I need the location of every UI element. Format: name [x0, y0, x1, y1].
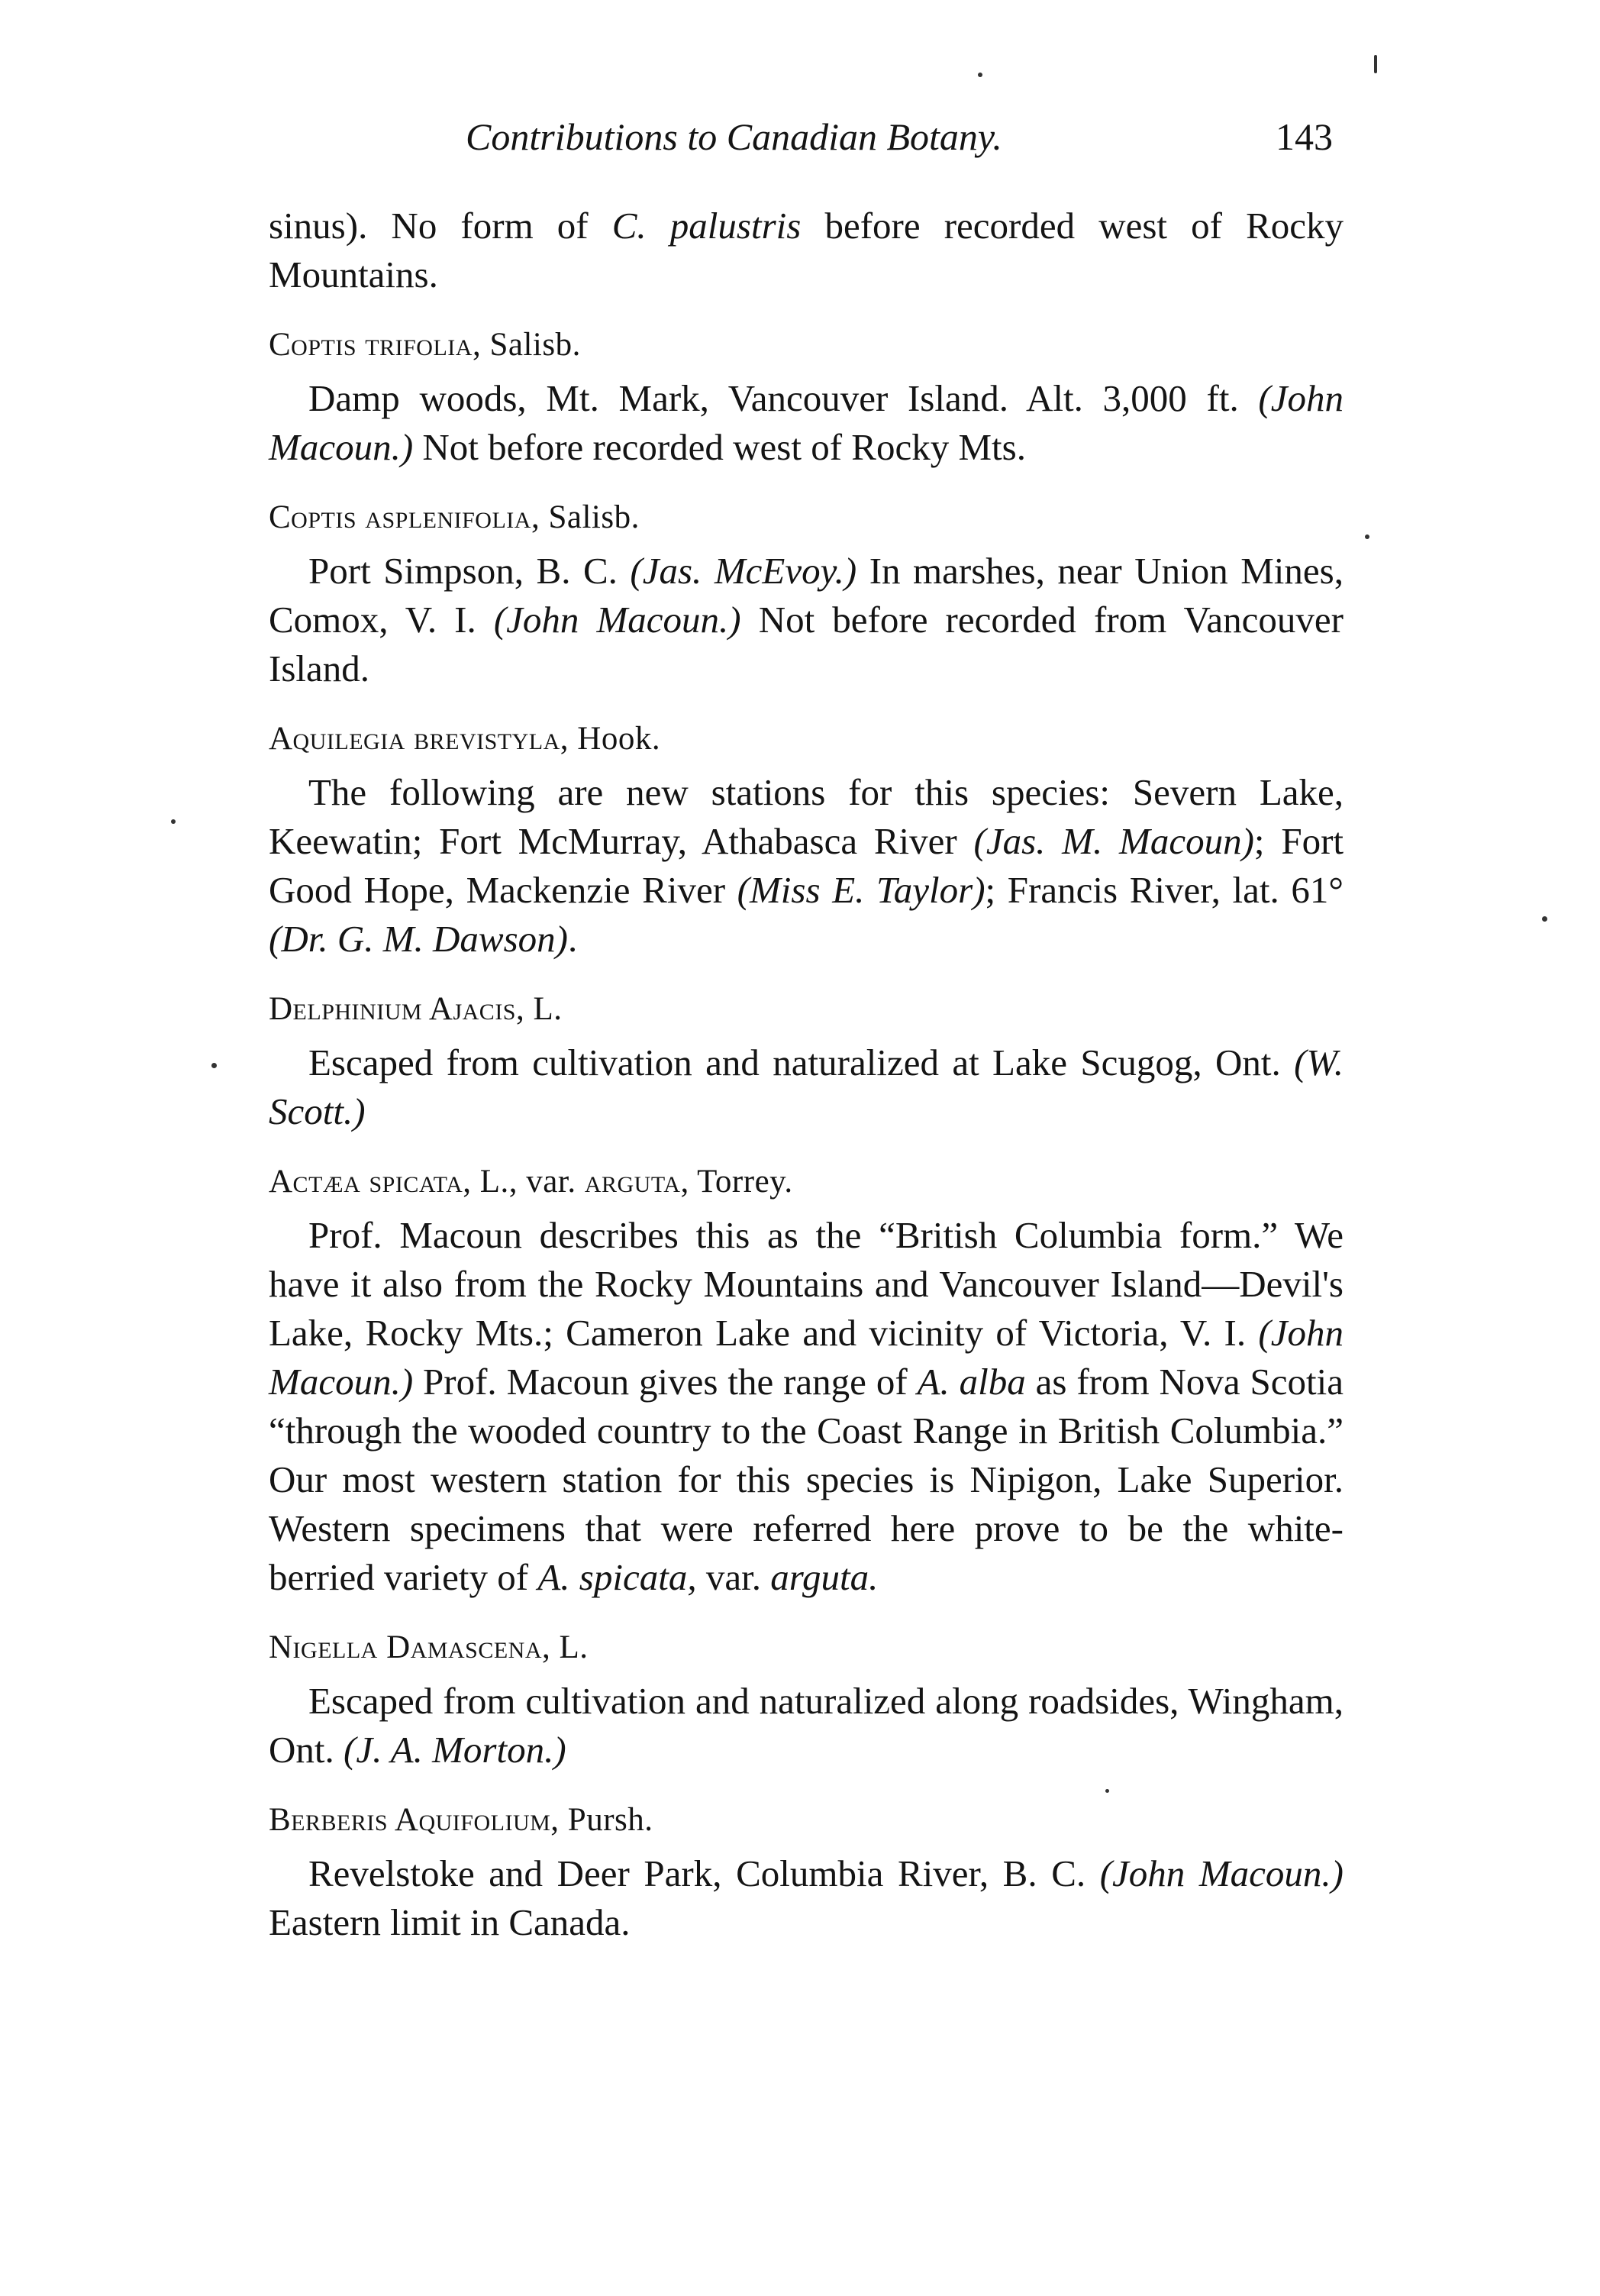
species-paragraph: Port Simpson, B. C. (Jas. McEvoy.) In marshes, near Union Mines, Comox, V. I. (John Macoun.) Not before recorded from Vancouver Island.	[269, 550, 1344, 689]
running-title: Contributions to Canadian Botany.	[466, 115, 1002, 158]
entry-actaea-spicata	[269, 1158, 1344, 1602]
entry-aquilegia-brevistyla	[269, 715, 1344, 964]
species-heading: Delphinium Ajacis, L.	[269, 991, 563, 1027]
running-head	[269, 115, 1344, 191]
scan-speck	[1542, 916, 1547, 922]
species-heading: Nigella Damascena, L.	[269, 1629, 589, 1665]
species-heading: Berberis Aquifolium, Pursh.	[269, 1802, 653, 1838]
species-paragraph: Prof. Macoun describes this as the “British Columbia form.” We have it also from the Rocky Mountains and Vancouver Island—Devil's Lake, Rocky Mts.; Cameron Lake and vicinity of Victoria, V. I. (John Macoun.) Prof. Macoun gives the range of A. alba as from Nova Scotia “through the wooded country to the Coast Range in British Columbia.” Our most western station for this species is Nipigon, Lake Superior. Western specimens that were referred here prove to be the white-berried variety of A. spicata, var. arguta.	[269, 1214, 1344, 1598]
scan-speck	[171, 819, 176, 824]
species-paragraph: Escaped from cultivation and naturalized along roadsides, Wingham, Ont. (J. A. Morton.)	[269, 1680, 1344, 1771]
entry-coptis-trifolia	[269, 321, 1344, 472]
continuation-paragraph: sinus). No form of C. palustris before recorded west of Rocky Mountains.	[269, 205, 1344, 295]
scan-speck	[211, 1063, 217, 1068]
species-heading: Actæa spicata, L., var. arguta, Torrey.	[269, 1164, 793, 1200]
page-number: 143	[1276, 115, 1333, 158]
species-heading: Aquilegia brevistyla, Hook.	[269, 721, 661, 757]
scan-speck	[978, 73, 982, 77]
species-paragraph: Revelstoke and Deer Park, Columbia River, B. C. (John Macoun.) Eastern limit in Canada.	[269, 1852, 1344, 1943]
scan-speck	[1374, 55, 1377, 73]
species-paragraph: The following are new stations for this species: Severn Lake, Keewatin; Fort McMurray, Athabasca River (Jas. M. Macoun); Fort Good Hope, Mackenzie River (Miss E. Taylor); Francis River, lat. 61° (Dr. G. M. Dawson).	[269, 771, 1344, 960]
scan-speck	[1365, 534, 1369, 539]
species-paragraph: Damp woods, Mt. Mark, Vancouver Island. Alt. 3,000 ft. (John Macoun.) Not before recorded west of Rocky Mts.	[269, 377, 1344, 468]
species-heading: Coptis asplenifolia, Salisb.	[269, 499, 640, 535]
entry-nigella-damascena	[269, 1623, 1344, 1774]
page-body	[269, 115, 1344, 1947]
species-heading: Coptis trifolia, Salisb.	[269, 327, 581, 363]
entry-coptis-asplenifolia	[269, 493, 1344, 693]
entry-berberis-aquifolium	[269, 1796, 1344, 1947]
scan-speck	[1105, 1789, 1109, 1793]
entry-delphinium-ajacis	[269, 985, 1344, 1136]
species-paragraph: Escaped from cultivation and naturalized at Lake Scugog, Ont. (W. Scott.)	[269, 1041, 1344, 1132]
